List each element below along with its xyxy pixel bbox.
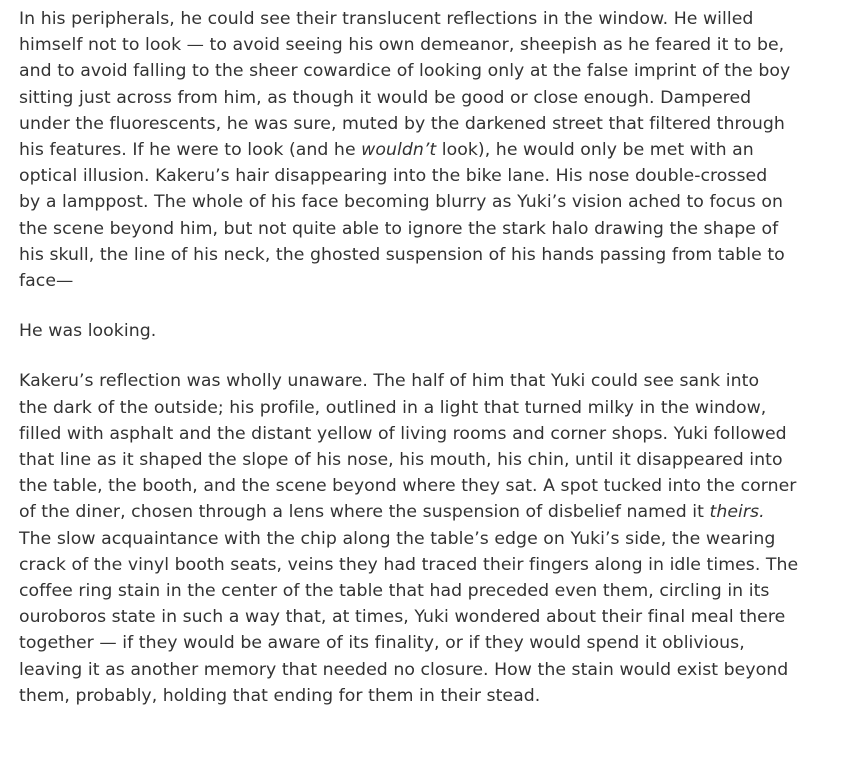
text-segment: his features. If he were to look (and he xyxy=(19,140,362,161)
emphasized-word: theirs. xyxy=(709,502,765,523)
text-line-with-emphasis xyxy=(19,499,846,525)
text-line: and to avoid falling to the sheer cowardice of looking only at the false imprint of the boy xyxy=(19,61,791,82)
text-line: In his peripherals, he could see their translucent reflections in the window. He willed xyxy=(19,9,754,29)
text-line: himself not to look — to avoid seeing his own demeanor, sheepish as he feared it to be, xyxy=(19,35,785,56)
emphasized-word: wouldn’t xyxy=(361,140,437,161)
text-line: his skull, the line of his neck, the ghosted suspension of his hands passing from table to xyxy=(19,244,785,265)
text-line: them, probably, holding that ending for them in their stead. xyxy=(19,685,541,706)
text-line: ouroboros state in such a way that, at times, Yuki wondered about their final meal there xyxy=(19,607,786,628)
text-line: the scene beyond him, but not quite able to ignore the stark halo drawing the shape of xyxy=(19,218,779,239)
text-line: crack of the vinyl booth seats, veins they had traced their fingers along in idle times. The xyxy=(19,554,799,575)
text-line: Kakeru’s reflection was wholly unaware. The half of him that Yuki could see sank into xyxy=(19,371,760,392)
text-segment: of the diner, chosen through a lens where the suspension of disbelief named it xyxy=(19,502,710,523)
paragraph-kakeru-reflection xyxy=(19,368,846,709)
text-line: The slow acquaintance with the chip along the table’s edge on Yuki’s side, the wearing xyxy=(19,528,776,549)
text-line: the dark of the outside; his profile, outlined in a light that turned milky in the window, xyxy=(19,397,767,418)
text-line: coffee ring stain in the center of the table that had preceded even them, circling in its xyxy=(19,581,770,602)
text-segment: look), he would only be met with an xyxy=(436,140,754,161)
text-line: sitting just across from him, as though it would be good or close enough. Dampered xyxy=(19,87,752,108)
text-line-with-emphasis xyxy=(19,137,846,163)
text-line: filled with asphalt and the distant yellow of living rooms and corner shops. Yuki followed xyxy=(19,423,787,444)
paragraph-reflections xyxy=(19,6,846,294)
text-line: by a lamppost. The whole of his face becoming blurry as Yuki’s vision ached to focus on xyxy=(19,192,783,213)
text-line: face— xyxy=(19,271,74,292)
text-line: optical illusion. Kakeru’s hair disappearing into the bike lane. His nose double-crossed xyxy=(19,166,768,187)
text-line: the table, the booth, and the scene beyond where they sat. A spot tucked into the corner xyxy=(19,476,797,497)
text-line: together — if they would be aware of its finality, or if they would spend it oblivious, xyxy=(19,633,745,654)
paragraph-he-was-looking xyxy=(19,318,846,344)
text-line: leaving it as another memory that needed no closure. How the stain would exist beyond xyxy=(19,659,789,680)
text-line: under the fluorescents, he was sure, muted by the darkened street that filtered through xyxy=(19,113,785,134)
text-line: He was looking. xyxy=(19,321,157,342)
text-line: that line as it shaped the slope of his nose, his mouth, his chin, until it disappeared into xyxy=(19,450,783,471)
